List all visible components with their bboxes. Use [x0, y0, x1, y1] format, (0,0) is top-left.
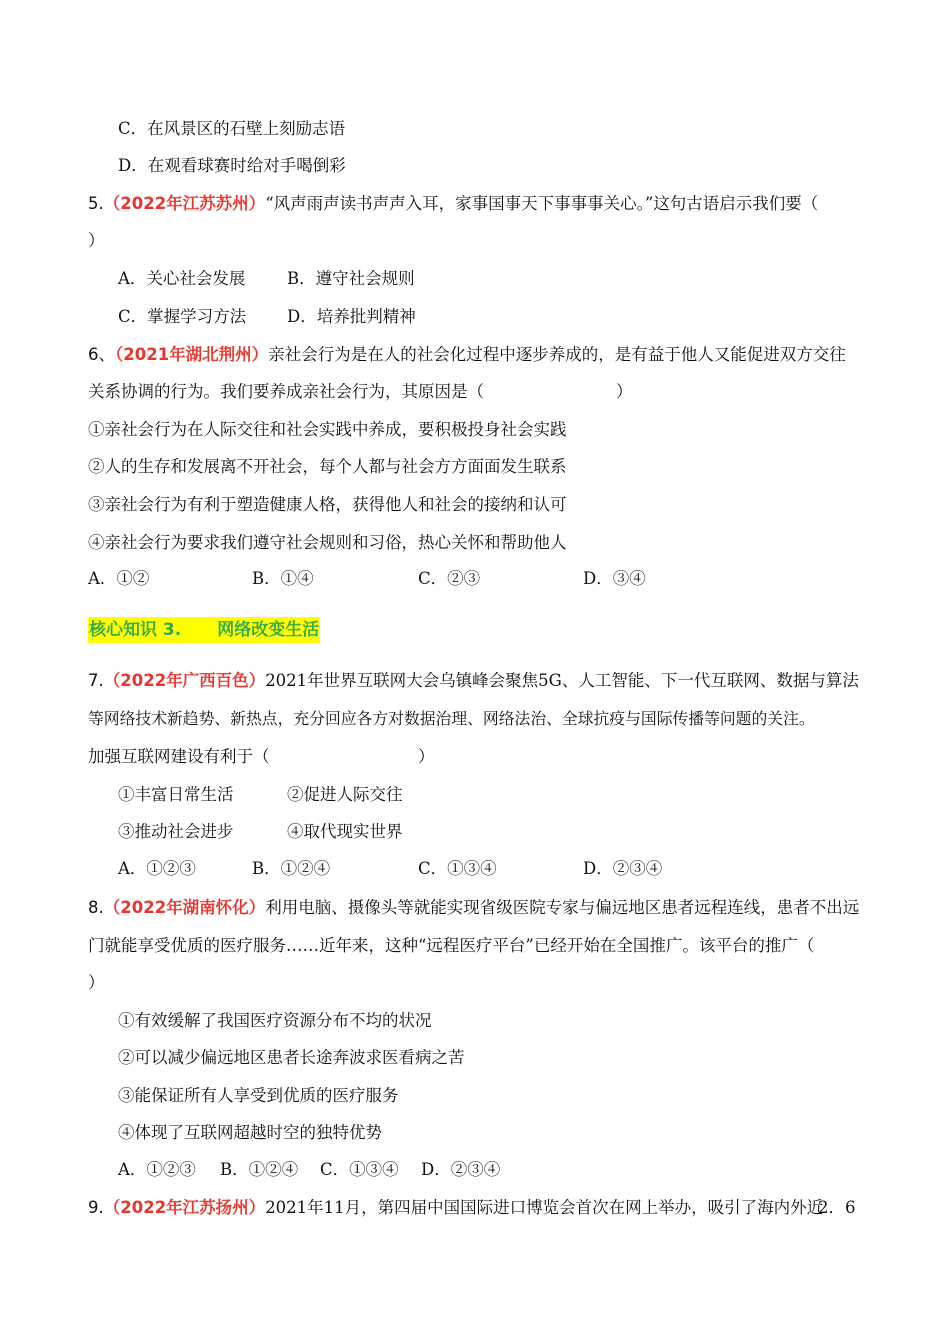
- q6-option-c: C．②③: [418, 569, 481, 588]
- q7-item-1: ①丰富日常生活: [118, 785, 234, 804]
- q7-item-4: ④取代现实世界: [287, 822, 403, 841]
- q8-item-2: ②可以减少偏远地区患者长途奔波求医看病之苦: [118, 1048, 465, 1067]
- q5-number: 5.: [88, 194, 104, 213]
- q6-number: 6、: [88, 345, 115, 364]
- q9-stem-line1: [88, 1197, 823, 1219]
- q8-option-b: B．①②④: [220, 1160, 299, 1179]
- q4-option-d: D．在观看球赛时给对手喝倒彩: [118, 156, 346, 175]
- q8-stem-line3: ）: [88, 973, 105, 992]
- q7-stem-line1: [88, 670, 859, 692]
- q8-option-c: C．①③④: [320, 1160, 399, 1179]
- q9-number: 9.: [88, 1198, 104, 1217]
- q8-item-4: ④体现了互联网超越时空的独特优势: [118, 1123, 382, 1142]
- q8-stem-line1: [88, 897, 859, 919]
- q7-item-2: ②促进人际交往: [287, 785, 403, 804]
- q8-item-3: ③能保证所有人享受到优质的医疗服务: [118, 1086, 399, 1105]
- q5-option-b: B．遵守社会规则: [287, 269, 415, 288]
- q8-item-1: ①有效缓解了我国医疗资源分布不均的状况: [118, 1011, 432, 1030]
- q7-option-d: D．②③④: [583, 859, 663, 878]
- q6-option-a: A．①②: [88, 569, 150, 588]
- q8-stem-line2: 门就能享受优质的医疗服务……近年来，这种“远程医疗平台”已经开始在全国推广。该平台的推广（: [88, 936, 815, 955]
- q6-option-d: D．③④: [583, 569, 646, 588]
- q5-source: （2022年江苏苏州）: [103, 194, 266, 213]
- q8-option-a: A．①②③: [118, 1160, 196, 1179]
- q7-item-3: ③推动社会进步: [118, 822, 234, 841]
- q5-option-c: C．掌握学习方法: [118, 307, 247, 326]
- q6-option-b: B．①④: [252, 569, 314, 588]
- q7-option-c: C．①③④: [418, 859, 497, 878]
- q6-item-3: ③亲社会行为有利于塑造健康人格，获得他人和社会的接纳和认可: [88, 495, 567, 514]
- q7-option-b: B．①②④: [252, 859, 331, 878]
- q5-stem-line2: ）: [88, 231, 105, 250]
- q9-stem-tail: 2．6: [818, 1198, 856, 1217]
- q7-stem-line3: 加强互联网建设有利于（ ）: [88, 747, 435, 766]
- q6-stem-text: 亲社会行为是在人的社会化过程中逐步养成的，是有益于他人又能促进双方交往: [268, 345, 846, 364]
- q5-option-d: D．培养批判精神: [287, 307, 416, 326]
- q6-item-4: ④亲社会行为要求我们遵守社会规则和习俗，热心关怀和帮助他人: [88, 533, 567, 552]
- q6-source: （2021年湖北荆州）: [115, 345, 269, 364]
- q8-stem-text: 利用电脑、摄像头等就能实现省级医院专家与偏远地区患者远程连线，患者不出远: [265, 898, 860, 917]
- q9-stem-text: 2021年11月，第四届中国国际进口博览会首次在网上举办，吸引了海内外近: [265, 1198, 824, 1217]
- q5-stem-text: “风声雨声读书声声入耳，家事国事天下事事事关心。”这句古语启示我们要（: [265, 194, 819, 213]
- q6-item-1: ①亲社会行为在人际交往和社会实践中养成，要积极投身社会实践: [88, 420, 567, 439]
- q7-stem-text: 2021年世界互联网大会乌镇峰会聚焦5G、人工智能、下一代互联网、数据与算法: [265, 671, 859, 690]
- q8-option-d: D．②③④: [421, 1160, 501, 1179]
- section-title: 网络改变生活: [217, 620, 320, 640]
- q8-number: 8.: [88, 898, 104, 917]
- q4-option-c: C．在风景区的石壁上刻励志语: [118, 119, 346, 138]
- section-heading: [88, 617, 320, 643]
- q7-option-a: A．①②③: [118, 859, 196, 878]
- q7-stem-line2: 等网络技术新趋势、新热点，充分回应各方对数据治理、网络法治、全球抗疫与国际传播等问题的关注。: [88, 709, 815, 728]
- q5-stem-line1: [88, 193, 818, 215]
- q6-stem-line1: [88, 344, 846, 366]
- q6-item-2: ②人的生存和发展离不开社会，每个人都与社会方方面面发生联系: [88, 457, 567, 476]
- q9-source: （2022年江苏扬州）: [103, 1198, 266, 1217]
- q6-stem-line2: 关系协调的行为。我们要养成亲社会行为，其原因是（ ）: [88, 382, 633, 401]
- q5-option-a: A．关心社会发展: [118, 269, 246, 288]
- q8-source: （2022年湖南怀化）: [103, 898, 266, 917]
- section-label: 核心知识 3.: [89, 620, 182, 640]
- q7-source: （2022年广西百色）: [103, 671, 266, 690]
- q7-number: 7.: [88, 671, 104, 690]
